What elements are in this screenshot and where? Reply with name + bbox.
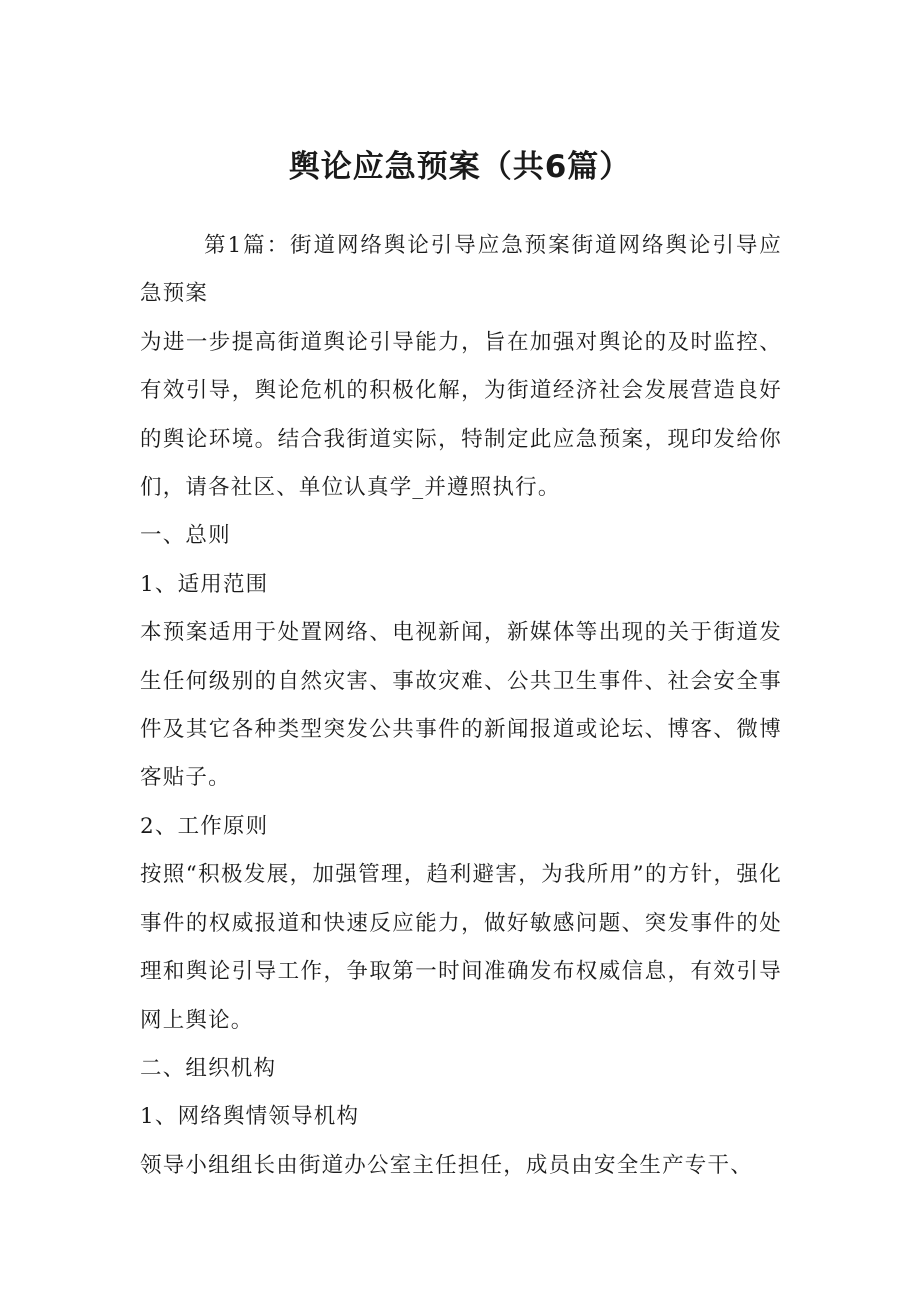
paragraph-chapter-heading: 第1篇：街道网络舆论引导应急预案街道网络舆论引导应急预案 bbox=[140, 233, 782, 307]
subsection-heading-leadership: 1、网络舆情领导机构 bbox=[140, 1104, 360, 1130]
paragraph-leadership: 领导小组组长由街道办公室主任担任，成员由安全生产专干、 bbox=[140, 1152, 753, 1178]
document-title: 舆论应急预案（共6篇） bbox=[288, 149, 632, 185]
paragraph-intro: 为进一步提高街道舆论引导能力，旨在加强对舆论的及时监控、有效引导，舆论危机的积极化解，为街道经济社会发展营造良好的舆论环境。结合我街道实际，特制定此应急预案，现印发给你们，请各社区、单位认真学_并遵照执行。 bbox=[140, 329, 782, 501]
paragraph-scope: 本预案适用于处置网络、电视新闻，新媒体等出现的关于街道发生任何级别的自然灾害、事故灾难、公共卫生事件、社会安全事件及其它各种类型突发公共事件的新闻报道或论坛、博客、微博客贴子。 bbox=[140, 620, 782, 791]
section-heading-general: 一、总则 bbox=[140, 523, 231, 549]
paragraph-principles: 按照“积极发展，加强管理，趋利避害，为我所用”的方针，强化事件的权威报道和快速反应能力，做好敏感问题、突发事件的处理和舆论引导工作，争取第一时间准确发布权威信息，有效引导网上舆论。 bbox=[140, 862, 782, 1033]
document-body bbox=[140, 222, 782, 1190]
section-heading-organization: 二、组织机构 bbox=[140, 1055, 277, 1081]
subsection-heading-scope: 1、适用范围 bbox=[140, 571, 269, 597]
subsection-heading-principles: 2、工作原则 bbox=[140, 813, 269, 839]
